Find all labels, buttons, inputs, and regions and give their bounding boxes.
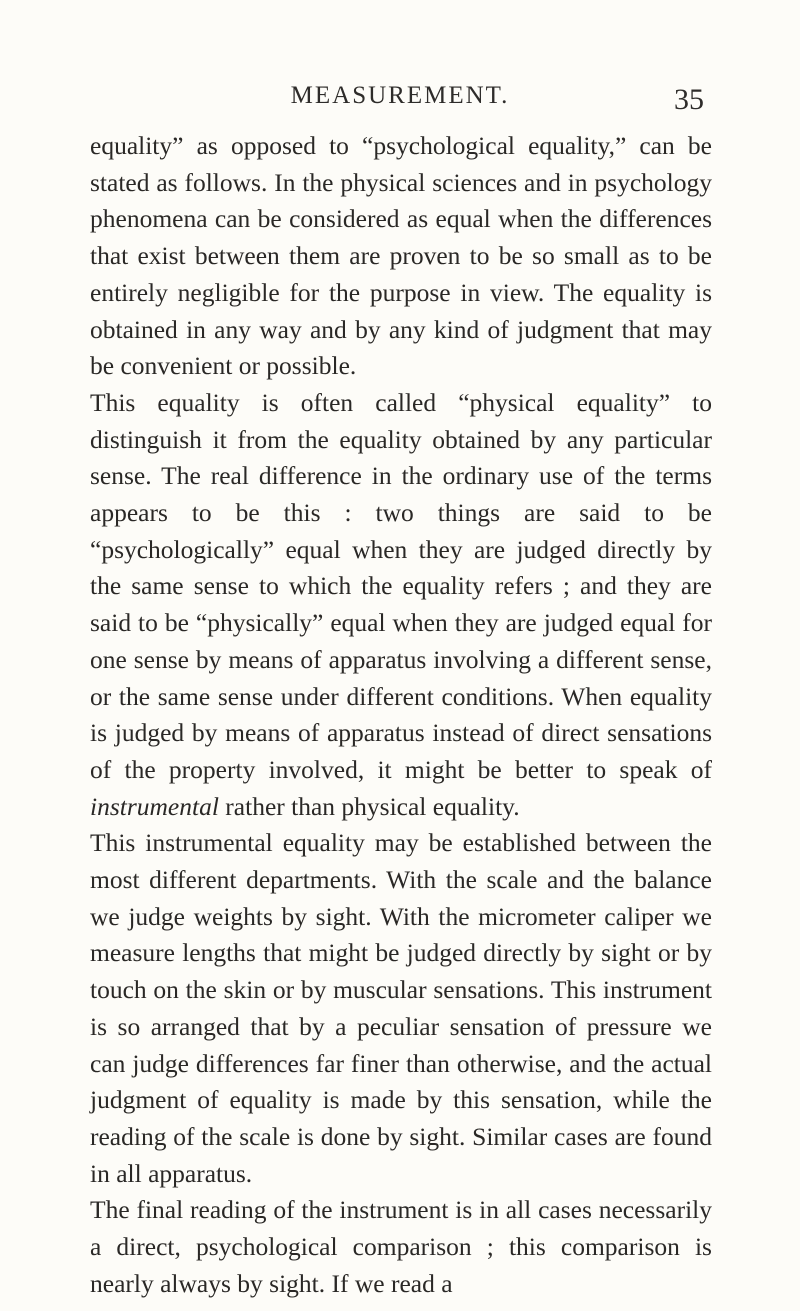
running-title: MEASUREMENT. <box>290 82 510 109</box>
paragraph-4: The final reading of the instrument is in all cases necessarily a direct, psychological comparison ; this comparison is nearly always by sight. If we read a <box>90 1195 712 1298</box>
paragraph-2-end: rather than physical equality. <box>225 791 520 821</box>
paragraph-1: equality” as opposed to “psychological equality,” can be stated as follows. In the physical sciences and in psychology phenomena can be considered as equal when the differences that exist between them are proven to be so small as to be entirely negligible for the purpose in view. The equality is obtained in any way and by any kind of judgment that may be convenient or possible. <box>90 131 712 381</box>
page-number: 35 <box>674 83 704 116</box>
paragraph-2-italic-term: instrumental <box>90 791 219 821</box>
paragraph-2-text: This equality is often called “physical equality” to distinguish it from the equality obtained by any particular sense. The real difference in the ordinary use of the terms appears to be this : two things are said to be “psychologically” equal when they are judged directly by the same sense to which the equality refers ; and they are said to be “physically” equal when they are judged equal for one sense by means of apparatus involving a different sense, or the same sense under different conditions. When equality is judged by means of apparatus instead of direct sensations of the property involved, it might be better to speak of <box>90 387 712 784</box>
paragraph-3: This instrumental equality may be established between the most different departments. With the scale and the balance we judge weights by sight. With the micrometer caliper we measure lengths that might be judged directly by sight or by touch on the skin or by muscular sensations. This instrument is so arranged that by a peculiar sensation of pressure we can judge differences far finer than otherwise, and the actual judgment of equality is made by this sensation, while the reading of the scale is done by sight. Similar cases are found in all apparatus. <box>90 828 712 1188</box>
body-text <box>90 128 712 1303</box>
running-head <box>0 82 800 118</box>
paragraph-2 <box>90 385 712 825</box>
